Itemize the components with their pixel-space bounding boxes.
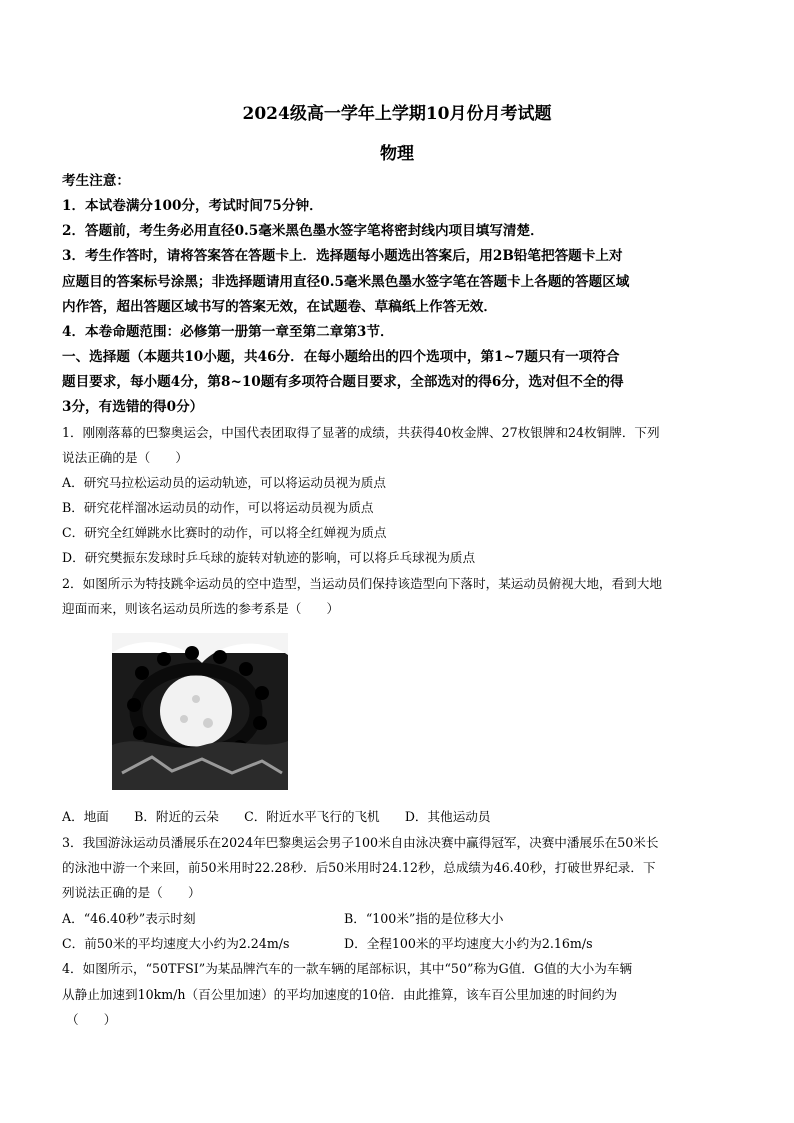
- question-2-stem: 2．如图所示为特技跳伞运动员的空中造型，当运动员们保持该造型向下落时，某运动员俯视大地，看到大地: [62, 576, 662, 591]
- question-4-stem: 从静止加速到10km/h（百公里加速）的平均加速度的10倍．由此推算，该车百公里加速的时间约为: [62, 987, 618, 1002]
- notice-item: 2．答题前，考生务必用直径0.5毫米黑色墨水签字笔将密封线内项目填写清楚．: [62, 223, 544, 239]
- question-4-stem: （ ）: [66, 1012, 117, 1027]
- question-3-stem: 的泳池中游一个来回，前50米用时22.28秒．后50米用时24.12秒，总成绩为46.40秒，打破世界纪录．下: [62, 860, 656, 875]
- question-1-option-d: D．研究樊振东发球时乒乓球的旋转对轨迹的影响，可以将乒乓球视为质点: [62, 550, 476, 565]
- question-1-stem: 1．刚刚落幕的巴黎奥运会，中国代表团取得了显著的成绩，共获得40枚金牌、27枚银牌和24枚铜牌．下列: [62, 425, 660, 440]
- notice-item: 3．考生作答时，请将答案答在答题卡上．选择题每小题选出答案后，用2B铅笔把答题卡上对: [62, 248, 623, 264]
- section-heading: 题目要求，每小题4分，第8~10题有多项符合题目要求，全部选对的得6分，选对但不全的得: [62, 374, 624, 390]
- notice-item: 内作答，超出答题区域书写的答案无效，在试题卷、草稿纸上作答无效．: [62, 299, 497, 315]
- question-3-option-b: B．“100米”指的是位移大小: [344, 911, 504, 926]
- question-1-stem: 说法正确的是（ ）: [62, 450, 188, 465]
- question-2-options: A．地面 B．附近的云朵 C．附近水平飞行的飞机 D．其他运动员: [62, 809, 491, 824]
- question-3-option-d: D．全程100米的平均速度大小约为2.16m/s: [344, 936, 593, 951]
- section-heading: 一、选择题（本题共10小题，共46分．在每小题给出的四个选项中，第1~7题只有一项符合: [62, 349, 620, 365]
- exam-title: 2024级高一学年上学期10月份月考试题: [242, 104, 552, 124]
- skydivers-photo: [112, 633, 288, 790]
- question-1-option-c: C．研究全红婵跳水比赛时的动作，可以将全红婵视为质点: [62, 525, 387, 540]
- notice-item: 1．本试卷满分100分，考试时间75分钟．: [62, 198, 323, 214]
- question-3-option-c: C．前50米的平均速度大小约为2.24m/s: [62, 936, 290, 951]
- question-2-stem: 迎面而来，则该名运动员所选的参考系是（ ）: [62, 601, 340, 616]
- section-heading: 3分，有选错的得0分）: [62, 399, 204, 415]
- question-3-stem: 3．我国游泳运动员潘展乐在2024年巴黎奥运会男子100米自由泳决赛中赢得冠军，决赛中潘展乐在50米长: [62, 835, 659, 850]
- question-4-stem: 4．如图所示，“50TFSI”为某品牌汽车的一款车辆的尾部标识，其中“50”称为G值．G值的大小为车辆: [62, 961, 633, 976]
- question-1-option-a: A．研究马拉松运动员的运动轨迹，可以将运动员视为质点: [62, 475, 386, 490]
- notice-item: 4．本卷命题范围：必修第一册第一章至第二章第3节．: [62, 324, 394, 340]
- notice-heading: 考生注意：: [62, 173, 130, 189]
- question-3-option-a: A．“46.40秒”表示时刻: [62, 911, 196, 926]
- subject-title: 物理: [380, 144, 414, 164]
- question-3-stem: 列说法正确的是（ ）: [62, 885, 201, 900]
- notice-item: 应题目的答案标号涂黑；非选择题请用直径0.5毫米黑色墨水签字笔在答题卡上各题的答题区域: [62, 274, 630, 290]
- question-1-option-b: B．研究花样溜冰运动员的动作，可以将运动员视为质点: [62, 500, 374, 515]
